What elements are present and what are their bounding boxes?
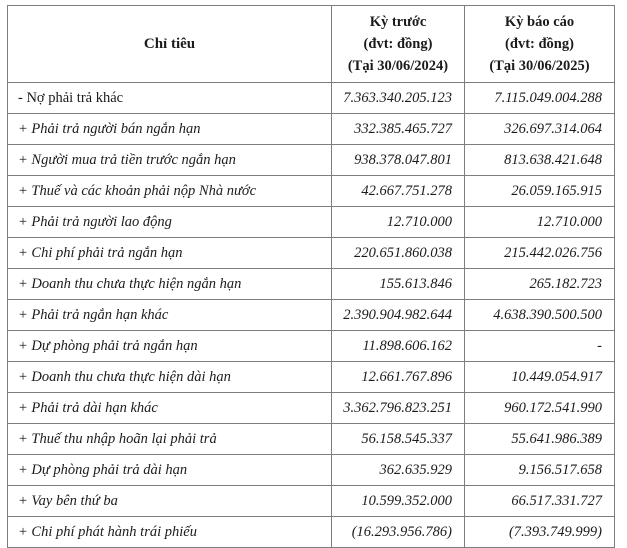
row-label: + Thuế thu nhập hoãn lại phải trả: [8, 424, 332, 455]
row-value-reporting-period: 813.638.421.648: [465, 145, 615, 176]
row-value-previous-period: 11.898.606.162: [332, 331, 465, 362]
row-value-reporting-period: 26.059.165.915: [465, 176, 615, 207]
row-value-previous-period: 7.363.340.205.123: [332, 83, 465, 114]
reporting-period-date: (Tại 30/06/2025): [489, 58, 590, 75]
row-value-previous-period: 2.390.904.982.644: [332, 300, 465, 331]
row-value-previous-period: 3.362.796.823.251: [332, 393, 465, 424]
row-value-reporting-period: -: [465, 331, 615, 362]
table-row: [8, 207, 615, 238]
previous-period-title: Kỳ trước: [369, 13, 427, 30]
previous-period-date: (Tại 30/06/2024): [347, 58, 449, 75]
table-row: [8, 83, 615, 114]
table-row: [8, 269, 615, 300]
row-value-previous-period: 155.613.846: [332, 269, 465, 300]
previous-period-unit: (đvt: đồng): [363, 35, 433, 52]
reporting-period-unit: (đvt: đồng): [505, 35, 574, 52]
row-value-previous-period: 12.661.767.896: [332, 362, 465, 393]
table-row: [8, 114, 615, 145]
row-value-reporting-period: (7.393.749.999): [465, 517, 615, 548]
row-value-previous-period: 332.385.465.727: [332, 114, 465, 145]
row-value-reporting-period: 960.172.541.990: [465, 393, 615, 424]
row-value-reporting-period: 265.182.723: [465, 269, 615, 300]
row-label: + Doanh thu chưa thực hiện ngắn hạn: [8, 269, 332, 300]
financial-table-container: [7, 5, 614, 548]
table-header: [8, 6, 615, 83]
row-value-reporting-period: 66.517.331.727: [465, 486, 615, 517]
table-header-row: [8, 6, 615, 83]
row-value-previous-period: 220.651.860.038: [332, 238, 465, 269]
reporting-period-title: Kỳ báo cáo: [504, 13, 575, 30]
table-row: [8, 517, 615, 548]
row-value-previous-period: 938.378.047.801: [332, 145, 465, 176]
row-label: + Chi phí phát hành trái phiếu: [8, 517, 332, 548]
row-label: + Chi phí phải trả ngắn hạn: [8, 238, 332, 269]
row-label: + Phải trả ngắn hạn khác: [8, 300, 332, 331]
table-row: [8, 300, 615, 331]
row-value-previous-period: 362.635.929: [332, 455, 465, 486]
column-header-reporting-period: [465, 6, 615, 83]
row-value-previous-period: 56.158.545.337: [332, 424, 465, 455]
row-label: + Dự phòng phải trả dài hạn: [8, 455, 332, 486]
row-value-reporting-period: 7.115.049.004.288: [465, 83, 615, 114]
row-label: + Phải trả người lao động: [8, 207, 332, 238]
other-liabilities-table: [7, 5, 615, 548]
row-label: + Phải trả dài hạn khác: [8, 393, 332, 424]
table-row: [8, 455, 615, 486]
row-value-reporting-period: 215.442.026.756: [465, 238, 615, 269]
row-value-reporting-period: 9.156.517.658: [465, 455, 615, 486]
row-value-reporting-period: 10.449.054.917: [465, 362, 615, 393]
table-body: [8, 83, 615, 548]
column-header-label: [8, 6, 332, 83]
table-row: [8, 238, 615, 269]
table-row: [8, 176, 615, 207]
row-value-previous-period: 12.710.000: [332, 207, 465, 238]
row-label: + Vay bên thứ ba: [8, 486, 332, 517]
table-row: [8, 393, 615, 424]
column-header-label-text: Chỉ tiêu: [143, 35, 196, 52]
row-value-previous-period: (16.293.956.786): [332, 517, 465, 548]
table-row: [8, 362, 615, 393]
row-label: + Doanh thu chưa thực hiện dài hạn: [8, 362, 332, 393]
row-label: + Thuế và các khoản phải nộp Nhà nước: [8, 176, 332, 207]
row-value-previous-period: 10.599.352.000: [332, 486, 465, 517]
row-label: + Người mua trả tiền trước ngắn hạn: [8, 145, 332, 176]
row-label: - Nợ phải trả khác: [8, 83, 332, 114]
row-value-reporting-period: 12.710.000: [465, 207, 615, 238]
row-value-reporting-period: 55.641.986.389: [465, 424, 615, 455]
table-row: [8, 486, 615, 517]
table-row: [8, 331, 615, 362]
row-label: + Dự phòng phải trả ngắn hạn: [8, 331, 332, 362]
row-label: + Phải trả người bán ngắn hạn: [8, 114, 332, 145]
row-value-reporting-period: 326.697.314.064: [465, 114, 615, 145]
table-row: [8, 424, 615, 455]
column-header-previous-period: [332, 6, 465, 83]
table-row: [8, 145, 615, 176]
row-value-reporting-period: 4.638.390.500.500: [465, 300, 615, 331]
row-value-previous-period: 42.667.751.278: [332, 176, 465, 207]
